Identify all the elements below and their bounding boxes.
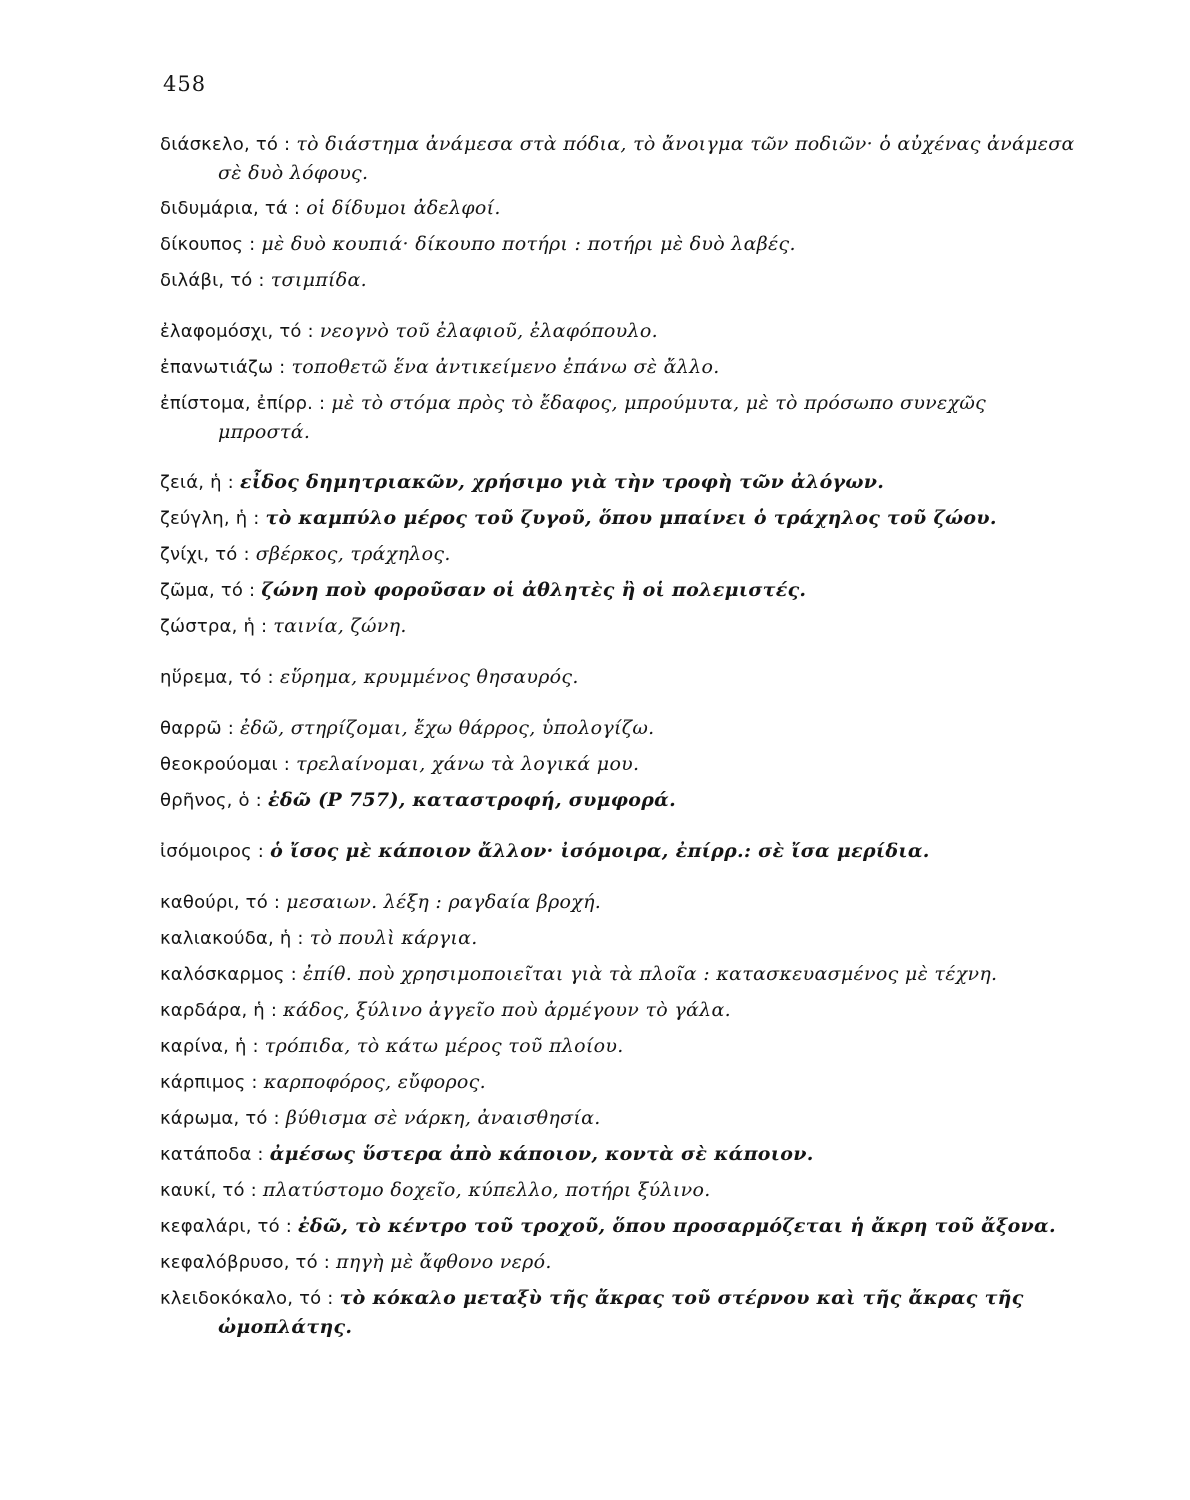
glossary-entry bbox=[160, 612, 1075, 641]
glossary-entry bbox=[160, 750, 1075, 779]
entry-term: ζεύγλη, ἡ : bbox=[160, 508, 260, 529]
entry-definition: τρόπιδα, τὸ κάτω μέρος τοῦ πλοίου. bbox=[264, 1035, 624, 1057]
entry-term: ηὕρεμα, τό : bbox=[160, 667, 274, 688]
glossary-entry bbox=[160, 960, 1075, 989]
glossary-entry bbox=[160, 576, 1075, 605]
entry-definition: ὁ ἴσος μὲ κάποιον ἄλλον· ἰσόμοιρα, ἐπίρρ.: σὲ ἴσα μερίδια. bbox=[270, 840, 930, 862]
glossary-entry bbox=[160, 1176, 1075, 1205]
entry-definition: τρελαίνομαι, χάνω τὰ λογικά μου. bbox=[296, 753, 640, 775]
glossary-entry bbox=[160, 266, 1075, 295]
entry-definition: ἀμέσως ὕστερα ἀπὸ κάποιον, κοντὰ σὲ κάποιον. bbox=[269, 1143, 814, 1165]
entry-term: ζῶμα, τό : bbox=[160, 580, 256, 601]
entry-term: ζειά, ἡ : bbox=[160, 472, 234, 493]
entry-term: καρδάρα, ἡ : bbox=[160, 1000, 278, 1021]
entry-term: διδυμάρια, τά : bbox=[160, 198, 301, 219]
entry-definition: τσιμπίδα. bbox=[270, 269, 367, 291]
entry-term: θαρρῶ : bbox=[160, 718, 234, 739]
entry-term: ἐπανωτιάζω : bbox=[160, 357, 286, 378]
entry-term: κάρωμα, τό : bbox=[160, 1108, 280, 1129]
entry-term: ἐπίστομα, ἐπίρρ. : bbox=[160, 393, 326, 414]
entry-term: δίκουπος : bbox=[160, 234, 256, 255]
glossary-entry bbox=[160, 540, 1075, 569]
entry-definition: τὸ πουλὶ κάργια. bbox=[309, 927, 478, 949]
glossary-entry bbox=[160, 389, 1075, 446]
glossary-entries bbox=[160, 130, 1075, 1348]
entry-definition: μὲ δυὸ κουπιά· δίκουπο ποτήρι : ποτήρι μὲ δυὸ λαβές. bbox=[261, 233, 796, 255]
entry-definition: τὸ διάστημα ἀνάμεσα στὰ πόδια, τὸ ἄνοιγμα τῶν ποδιῶν· ὁ αὐχένας ἀνάμεσα σὲ δυὸ λόφους. bbox=[218, 133, 1075, 184]
entry-term: κλειδοκόκαλο, τό : bbox=[160, 1288, 334, 1309]
glossary-entry bbox=[160, 1212, 1075, 1241]
glossary-entry bbox=[160, 786, 1075, 815]
entry-term: ἰσόμοιρος : bbox=[160, 841, 265, 862]
entry-definition: καρποφόρος, εὔφορος. bbox=[263, 1071, 486, 1093]
glossary-entry bbox=[160, 504, 1075, 533]
glossary-entry bbox=[160, 1248, 1075, 1277]
glossary-entry bbox=[160, 194, 1075, 223]
glossary-entry bbox=[160, 1032, 1075, 1061]
entry-definition: τοποθετῶ ἕνα ἀντικείμενο ἐπάνω σὲ ἄλλο. bbox=[291, 356, 720, 378]
entry-term: ἐλαφομόσχι, τό : bbox=[160, 321, 314, 342]
entry-term: καλιακούδα, ἡ : bbox=[160, 928, 304, 949]
entry-definition: ἐπίθ. ποὺ χρησιμοποιεῖται γιὰ τὰ πλοῖα : κατασκευασμένος μὲ τέχνη. bbox=[302, 963, 998, 985]
entry-definition: οἱ δίδυμοι ἀδελφοί. bbox=[306, 197, 501, 219]
entry-definition: ζώνη ποὺ φοροῦσαν οἱ ἀθλητὲς ἢ οἱ πολεμιστές. bbox=[261, 579, 807, 601]
entry-definition: εἶδος δημητριακῶν, χρήσιμο γιὰ τὴν τροφὴ τῶν ἀλόγων. bbox=[239, 471, 885, 493]
glossary-entry bbox=[160, 468, 1075, 497]
entry-term: διάσκελο, τό : bbox=[160, 134, 291, 155]
entry-definition: κάδος, ξύλινο ἀγγεῖο ποὺ ἀρμέγουν τὸ γάλα. bbox=[283, 999, 731, 1021]
glossary-entry bbox=[160, 1068, 1075, 1097]
entry-term: κεφαλάρι, τό : bbox=[160, 1216, 292, 1237]
glossary-entry bbox=[160, 924, 1075, 953]
entry-definition: νεογνὸ τοῦ ἐλαφιοῦ, ἐλαφόπουλο. bbox=[319, 320, 658, 342]
glossary-entry bbox=[160, 888, 1075, 917]
glossary-entry bbox=[160, 353, 1075, 382]
entry-definition: σβέρκος, τράχηλος. bbox=[255, 543, 451, 565]
entry-definition: ταινία, ζώνη. bbox=[273, 615, 407, 637]
glossary-entry bbox=[160, 1104, 1075, 1133]
glossary-entry bbox=[160, 317, 1075, 346]
entry-definition: ἐδῶ (Ρ 757), καταστροφή, συμφορά. bbox=[267, 789, 677, 811]
entry-term: κατάποδα : bbox=[160, 1144, 264, 1165]
glossary-entry bbox=[160, 663, 1075, 692]
entry-definition: μεσαιων. λέξη : ραγδαία βροχή. bbox=[286, 891, 602, 913]
entry-term: θρῆνος, ὁ : bbox=[160, 790, 262, 811]
glossary-entry bbox=[160, 1284, 1075, 1341]
entry-term: ζώστρα, ἡ : bbox=[160, 616, 268, 637]
entry-definition: βύθισμα σὲ νάρκη, ἀναισθησία. bbox=[285, 1107, 601, 1129]
glossary-entry bbox=[160, 130, 1075, 187]
entry-definition: πλατύστομο δοχεῖο, κύπελλο, ποτήρι ξύλινο. bbox=[262, 1179, 711, 1201]
entry-term: καλόσκαρμος : bbox=[160, 964, 297, 985]
entry-term: κεφαλόβρυσο, τό : bbox=[160, 1252, 330, 1273]
entry-term: καυκί, τό : bbox=[160, 1180, 257, 1201]
entry-term: καρίνα, ἡ : bbox=[160, 1036, 259, 1057]
entry-definition: τὸ καμπύλο μέρος τοῦ ζυγοῦ, ὅπου μπαίνει ὁ τράχηλος τοῦ ζώου. bbox=[265, 507, 997, 529]
entry-term: καθούρι, τό : bbox=[160, 892, 281, 913]
entry-term: κάρπιμος : bbox=[160, 1072, 258, 1093]
entry-definition: ἐδῶ, τὸ κέντρο τοῦ τροχοῦ, ὅπου προσαρμόζεται ἡ ἄκρη τοῦ ἄξονα. bbox=[298, 1215, 1056, 1237]
glossary-entry bbox=[160, 837, 1075, 866]
glossary-entry bbox=[160, 714, 1075, 743]
page-number: 458 bbox=[163, 72, 207, 96]
entry-definition: μὲ τὸ στόμα πρὸς τὸ ἔδαφος, μπρούμυτα, μὲ τὸ πρόσωπο συνεχῶς μπροστά. bbox=[218, 392, 987, 443]
glossary-entry bbox=[160, 1140, 1075, 1169]
entry-definition: εὕρημα, κρυμμένος θησαυρός. bbox=[279, 666, 579, 688]
entry-definition: τὸ κόκαλο μεταξὺ τῆς ἄκρας τοῦ στέρνου καὶ τῆς ἄκρας τῆς ὠμοπλάτης. bbox=[218, 1287, 1024, 1338]
entry-term: ζνίχι, τό : bbox=[160, 544, 250, 565]
entry-definition: πηγὴ μὲ ἄφθονο νερό. bbox=[336, 1251, 552, 1273]
glossary-entry bbox=[160, 230, 1075, 259]
entry-definition: ἐδῶ, στηρίζομαι, ἔχω θάρρος, ὑπολογίζω. bbox=[240, 717, 655, 739]
glossary-entry bbox=[160, 996, 1075, 1025]
entry-term: θεοκρούομαι : bbox=[160, 754, 291, 775]
entry-term: διλάβι, τό : bbox=[160, 270, 265, 291]
